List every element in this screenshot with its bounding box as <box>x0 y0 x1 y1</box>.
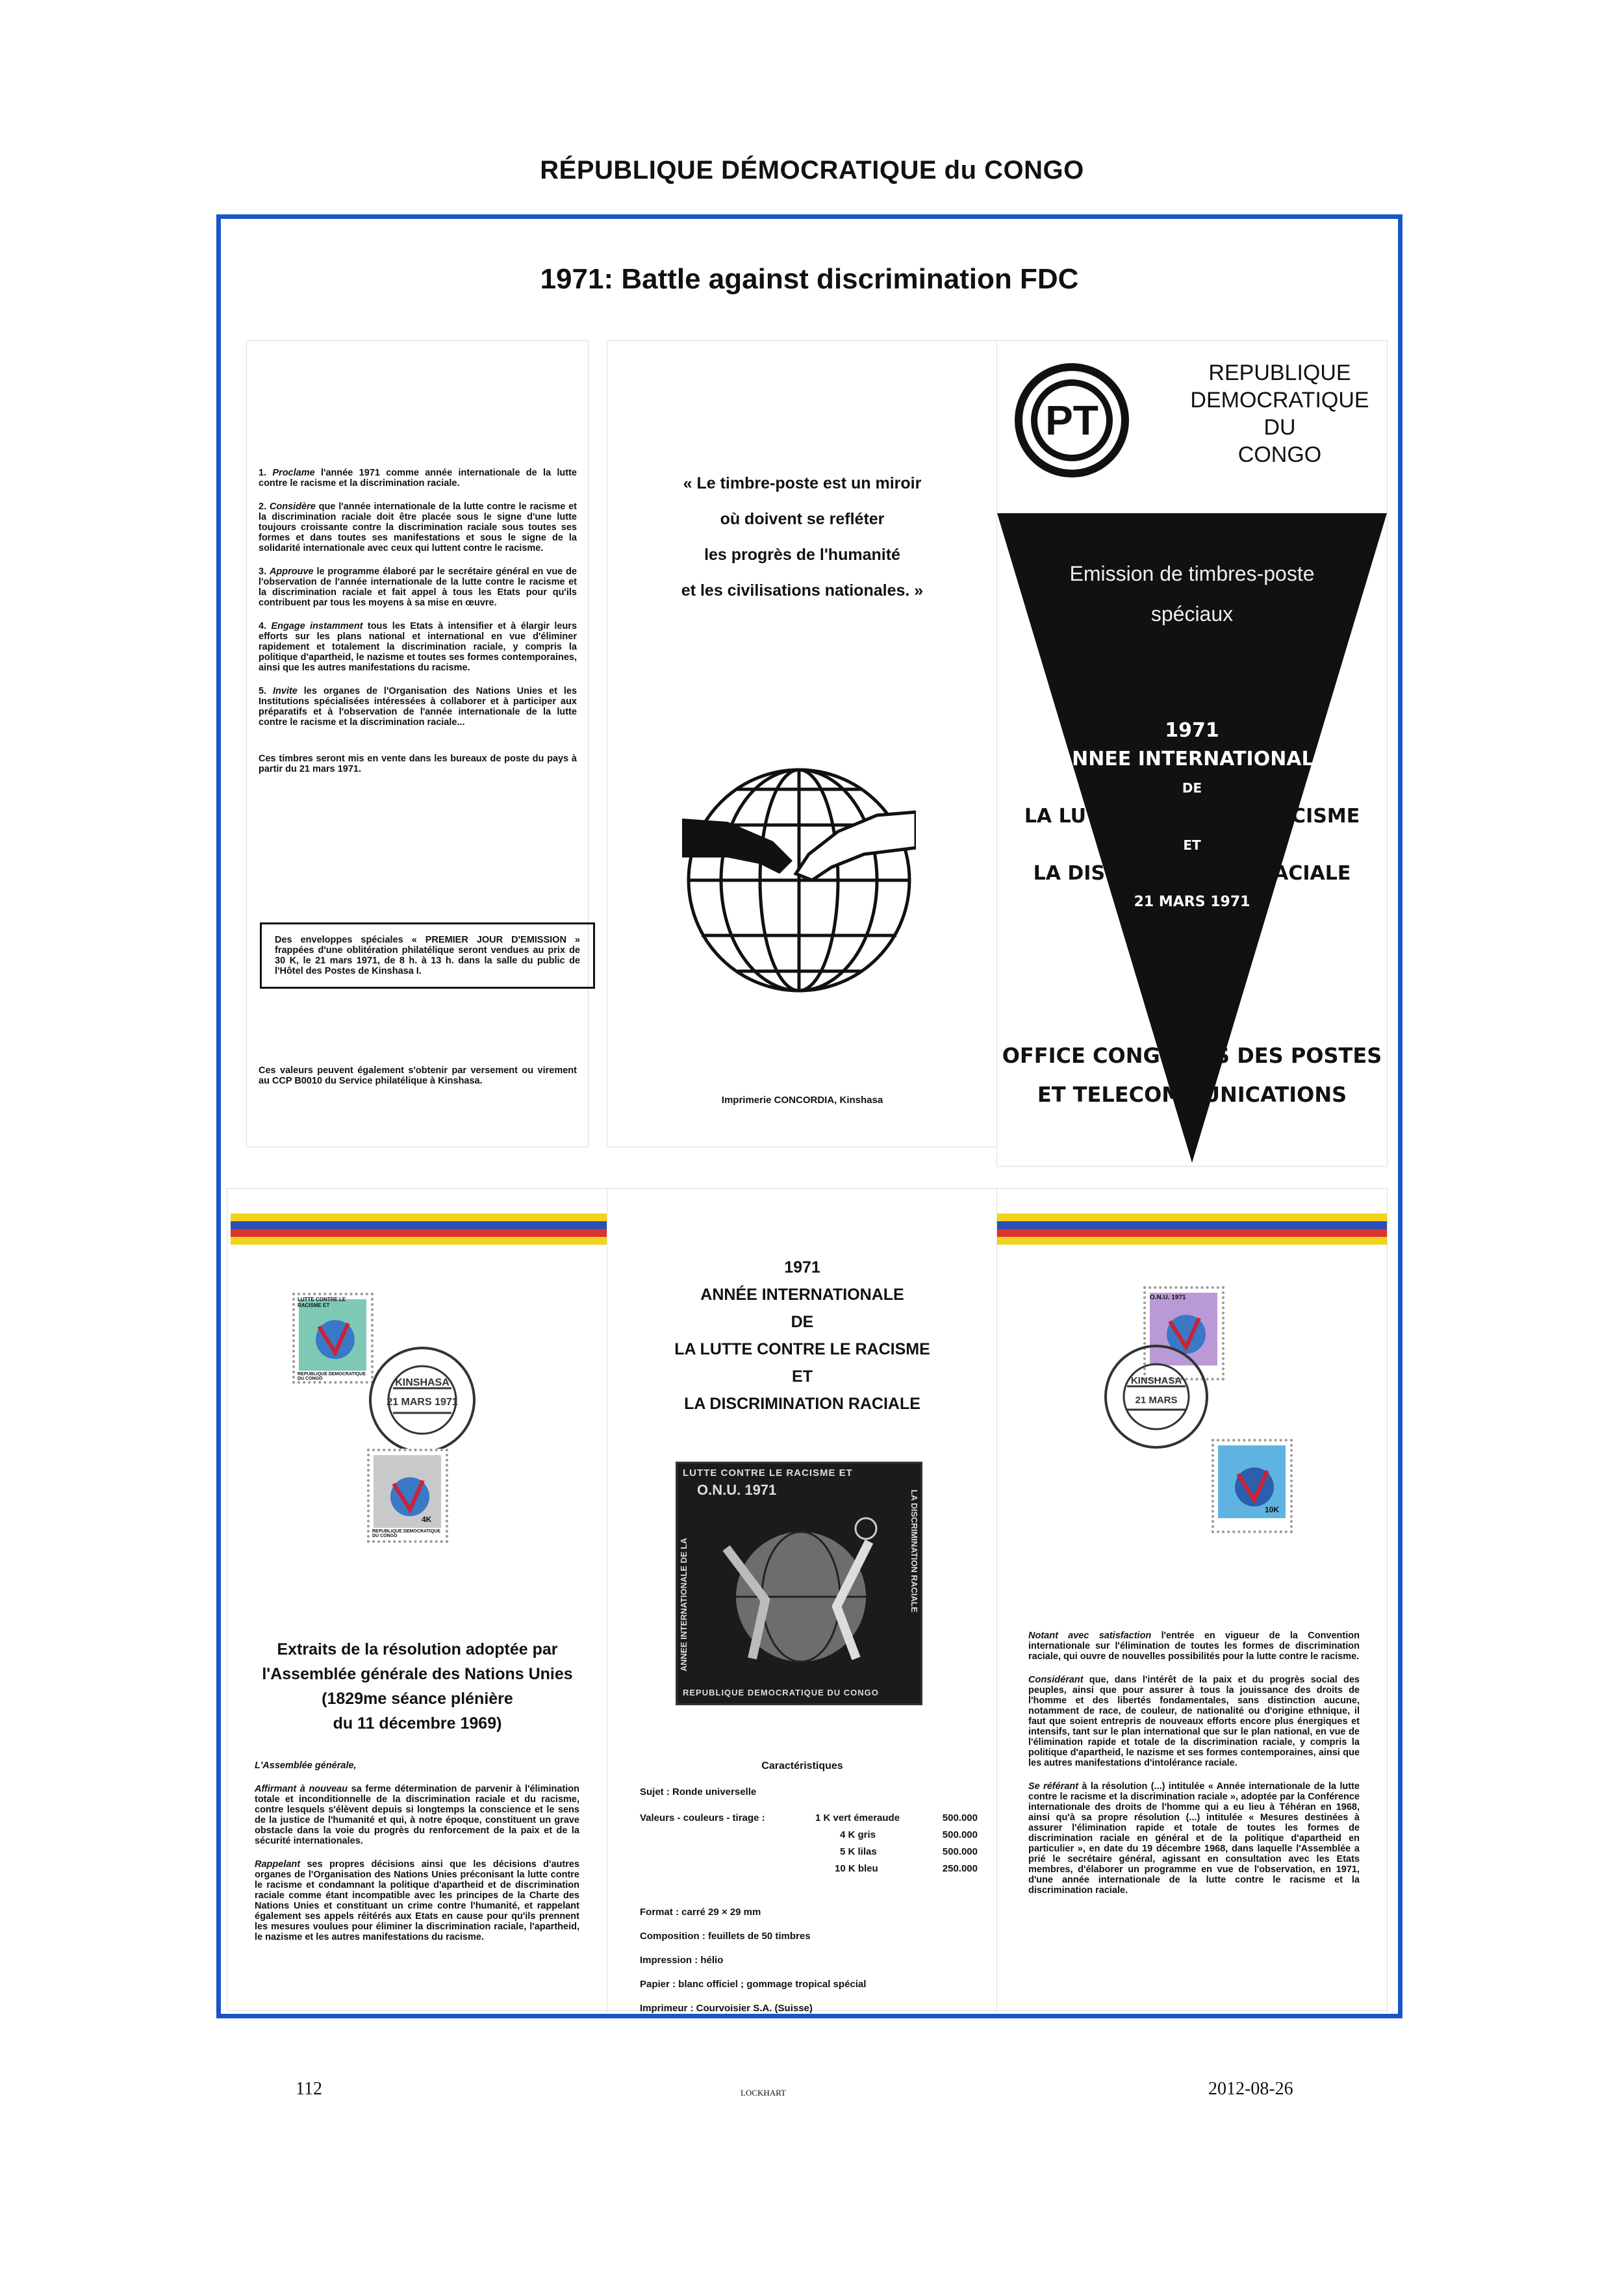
center-title-5: ET <box>792 1367 813 1386</box>
stamp-5k-onu: O.N.U. 1971 <box>1150 1294 1186 1301</box>
emission-line-2: spéciaux <box>1150 602 1234 626</box>
office-line-1: OFFICE CONGOLAIS DES POSTES <box>1002 1043 1382 1068</box>
cover-line-2: LA LUTTE CONTRE LE RACISME <box>1024 805 1360 828</box>
resolution-item-2: 2. Considère que l'année internationale de la lutte contre le racisme et la discrimination raciale doit être placée sous le signe d'une lutte toujours croissante contre la discrimination raciale sous toutes ses formes et dans toutes ses manifestations et sous le signe de la solidarité internationale avec ceux qui luttent contre le racisme. <box>259 502 577 553</box>
postmark-right-city: KINSHASA <box>1130 1375 1182 1386</box>
flag-stripes-left <box>231 1213 607 1245</box>
cover-date: 21 MARS 1971 <box>1134 894 1250 910</box>
fdc-box-note: Des enveloppes spéciales « PREMIER JOUR D'EMISSION » frappées d'une oblitération philatélique seront vendues au prix de 30 K, le 21 mars 1971, de 8 h. à 13 h. dans la salle du public de l'Hôtel des Postes de Kinshasa I. <box>260 922 595 989</box>
extract-heading-2: l'Assemblée générale des Nations Unies <box>262 1665 573 1683</box>
stamp-4k <box>367 1449 448 1543</box>
org-line-2: DEMOCRATIQUE <box>1190 388 1369 413</box>
value-5k: 5 K lilas <box>840 1846 877 1857</box>
cover-line-1: ANNEE INTERNATIONALE <box>1056 748 1328 770</box>
right-para-1: Notant avec satisfaction l'entrée en vigueur de la Convention internationale sur l'élimination de toutes les formes de discrimination raciale, qui ouvre de nouvelles possibilités pour la lutte contre le racisme. <box>1028 1631 1360 1662</box>
resolution-item-3: 3. Approuve le programme élaboré par le secrétaire général en vue de l'observation de l'année internationale de la lutte contre le racisme et la discrimination raciale et fait appel à tous les Etats pour qu'ils contribuent par tous les moyens à sa mise en œuvre. <box>259 566 577 608</box>
extract-heading-4: du 11 décembre 1969) <box>333 1714 502 1733</box>
stamp-1-bottom: REPUBLIQUE DEMOCRATIQUE DU CONGO <box>298 1372 366 1381</box>
pt-logo <box>1013 362 1130 479</box>
postmark-city: KINSHASA <box>395 1377 450 1388</box>
values-label: Valeurs - couleurs - tirage : <box>640 1812 765 1823</box>
assembly-label: L'Assemblée générale, <box>255 1760 357 1771</box>
postmark-date: 21 MARS 1971 <box>387 1397 458 1408</box>
composition-line: Composition : feuillets de 50 timbres <box>640 1931 811 1942</box>
enlarged-stamp-bottom: REPUBLIQUE DEMOCRATIQUE DU CONGO <box>683 1688 879 1697</box>
characteristics-title: Caractéristiques <box>761 1760 843 1772</box>
resolution-item-5: 5. Invite les organes de l'Organisation des Nations Unies et les Institutions spécialisées intéressées à collaborer et à participer aux préparatifs et à l'observation de l'année internationale de la lutte contre le racisme et la discrimination raciale... <box>259 686 577 728</box>
printer-credit: Imprimerie CONCORDIA, Kinshasa <box>721 1095 883 1106</box>
page-number: 112 <box>296 2079 322 2099</box>
extract-para-2: Rappelant ses propres décisions ainsi que les décisions d'autres organes de l'Organisation des Nations Unies préconisant la lutte contre le racisme et condamnant la politique d'apartheid et de discrimination raciale comme étant incompatible avec les principes de la Charte des Nations Unies et constituant un crime contre l'humanité, et rappelant également ses appels réitérés aux Etats en cause pour qu'ils prennent les mesures voulues pour éliminer la discrimination raciale, l'apartheid, le nazisme et les autres manifestations du racisme. <box>255 1859 579 1942</box>
extract-para-1: Affirmant à nouveau sa ferme détermination de parvenir à l'élimination totale et inconditionnelle de la discrimination raciale et du racisme, contre lesquels s'élèvent depuis si longtemps la conscience et le sens de la justice de l'humanité et qui, à notre époque, constituent un grave obstacle dans la voie du progrès du renforcement de la paix et de la sécurité internationales. <box>255 1784 579 1846</box>
quote-line-2: où doivent se refléter <box>720 510 885 528</box>
page-title: 1971: Battle against discrimination FDC <box>540 263 1079 295</box>
imprimeur-line: Imprimeur : Courvoisier S.A. (Suisse) <box>640 2003 813 2014</box>
office-line-2: ET TELECOMMUNICATIONS <box>1037 1082 1347 1107</box>
enlarged-stamp-right: LA DISCRIMINATION RACIALE <box>909 1490 919 1613</box>
ccp-note: Ces valeurs peuvent également s'obtenir par versement ou virement au CCP B0010 du Service philatélique à Kinshasa. <box>259 1065 577 1086</box>
qty-10k: 250.000 <box>942 1863 978 1874</box>
org-line-4: CONGO <box>1237 442 1322 467</box>
center-title-3: DE <box>791 1313 814 1331</box>
center-title-2: ANNÉE INTERNATIONALE <box>700 1286 904 1304</box>
globe-handshake-illustration <box>682 750 916 1004</box>
center-title-1: 1971 <box>784 1258 820 1276</box>
impression-line: Impression : hélio <box>640 1955 724 1966</box>
panel-fdc-left <box>227 1189 607 2011</box>
enlarged-stamp-left: ANNEE INTERNATIONALE DE LA <box>679 1538 689 1671</box>
resolution-item-1: 1. Proclame l'année 1971 comme année internationale de la lutte contre le racisme et la discrimination raciale. <box>259 468 577 489</box>
enlarged-stamp-onu: O.N.U. 1971 <box>697 1482 777 1498</box>
sale-note: Ces timbres seront mis en vente dans les bureaux de poste du pays à partir du 21 mars 1971. <box>259 754 577 774</box>
org-line-3: DU <box>1263 415 1296 440</box>
stamp-4k-value: 4K <box>422 1515 432 1524</box>
stamp-1-top: LUTTE CONTRE LE RACISME ET <box>298 1297 346 1308</box>
cover-de: DE <box>1182 780 1202 796</box>
flag-stripes-right <box>997 1213 1387 1245</box>
author-credit: LOCKHART <box>741 2088 786 2098</box>
stamp-10k <box>1212 1439 1293 1533</box>
value-4k: 4 K gris <box>840 1829 876 1840</box>
center-title-6: LA DISCRIMINATION RACIALE <box>684 1395 920 1413</box>
right-para-3: Se référant à la résolution (...) intitulée « Année internationale de la lutte contre le racisme et la discrimination raciale », adoptée par la Conférence internationale des droits de l'homme qui a eu lieu à Téhéran en 1968, ainsi qu'à sa propre résolution (...) intitulée « Mesures destinées à assurer l'élimination rapide et totale de toutes les formes de discrimination raciale en général et de la politique d'apartheid en particulier », en date du 19 décembre 1968, dans laquelle l'Assemblée a prié le secrétaire général, agissant en consultation avec les Etats membres, d'élaborer un programme en vue de l'observation, en 1971, d'une année internationale de la lutte contre le racisme et la discrimination raciale. <box>1028 1781 1360 1896</box>
enlarged-stamp <box>676 1462 922 1705</box>
panel-cover <box>997 341 1387 1166</box>
right-para-2: Considérant que, dans l'intérêt de la paix et du progrès social des peuples, ainsi que pour assurer à tous la jouissance des droits de l'homme et des libertés fondamentales, sans distinction aucune, notamment de race, de couleur, de nationalité ou d'origine ethnique, il faut que soient entrepris de nouveaux efforts encore plus énergiques et intensifs, tant sur le plan international que sur le plan national, en vue de l'élimination rapide et totale de la discrimination raciale, y compris la politique d'apartheid, le nazisme et ses formes contemporaines, ainsi que les autres manifestations d'intolérance raciale. <box>1028 1675 1360 1768</box>
resolution-item-4: 4. Engage instamment tous les Etats à intensifier et à élargir leurs efforts sur les plans national et international en vue d'éliminer rapidement et totalement la discrimination raciale, y compris la politique d'apartheid, le nazisme et toutes ses formes contemporaines, ainsi que les autres manifestations du racisme. <box>259 621 577 673</box>
extract-heading-3: (1829me séance plénière <box>322 1690 513 1708</box>
quote-line-4: et les civilisations nationales. » <box>681 581 924 600</box>
org-line-1: REPUBLIQUE <box>1208 361 1351 385</box>
quote-line-1: « Le timbre-poste est un miroir <box>683 474 922 492</box>
qty-4k: 500.000 <box>942 1829 978 1840</box>
subject-value: Ronde universelle <box>672 1786 757 1797</box>
enlarged-stamp-top: LUTTE CONTRE LE RACISME ET <box>683 1467 853 1479</box>
postmark-right-date: 21 MARS <box>1135 1395 1178 1406</box>
pt-logo-text: PT <box>1045 397 1098 444</box>
stamp-10k-value: 10K <box>1265 1505 1280 1514</box>
postmark <box>341 1341 503 1458</box>
stamp-4k-bottom: REPUBLIQUE DEMOCRATIQUE DU CONGO <box>372 1529 440 1538</box>
emission-line-1: Emission de timbres-poste <box>1069 562 1315 585</box>
papier-line: Papier : blanc officiel ; gommage tropical spécial <box>640 1979 867 1990</box>
page-date: 2012-08-26 <box>1208 2079 1293 2099</box>
cover-year: 1971 <box>1165 719 1219 742</box>
panel-fdc-right <box>997 1189 1387 2011</box>
extract-heading-1: Extraits de la résolution adoptée par <box>277 1640 558 1658</box>
qty-1k: 500.000 <box>942 1812 978 1823</box>
postmark-right <box>1082 1338 1231 1455</box>
panel-resolution <box>247 341 588 1147</box>
album-country-header: RÉPUBLIQUE DÉMOCRATIQUE du CONGO <box>540 156 1084 184</box>
qty-5k: 500.000 <box>942 1846 978 1857</box>
value-10k: 10 K bleu <box>835 1863 878 1874</box>
subject-label: Sujet : <box>640 1786 670 1797</box>
quote-line-3: les progrès de l'humanité <box>704 546 900 564</box>
cover-et: ET <box>1183 837 1201 853</box>
panel-quote <box>607 341 997 1147</box>
center-title-4: LA LUTTE CONTRE LE RACISME <box>674 1340 930 1358</box>
panel-characteristics <box>607 1189 997 2014</box>
value-1k: 1 K vert émeraude <box>815 1812 900 1823</box>
cover-line-3: LA DISCRIMINATION RACIALE <box>1033 862 1351 885</box>
format-line: Format : carré 29 × 29 mm <box>640 1907 761 1918</box>
